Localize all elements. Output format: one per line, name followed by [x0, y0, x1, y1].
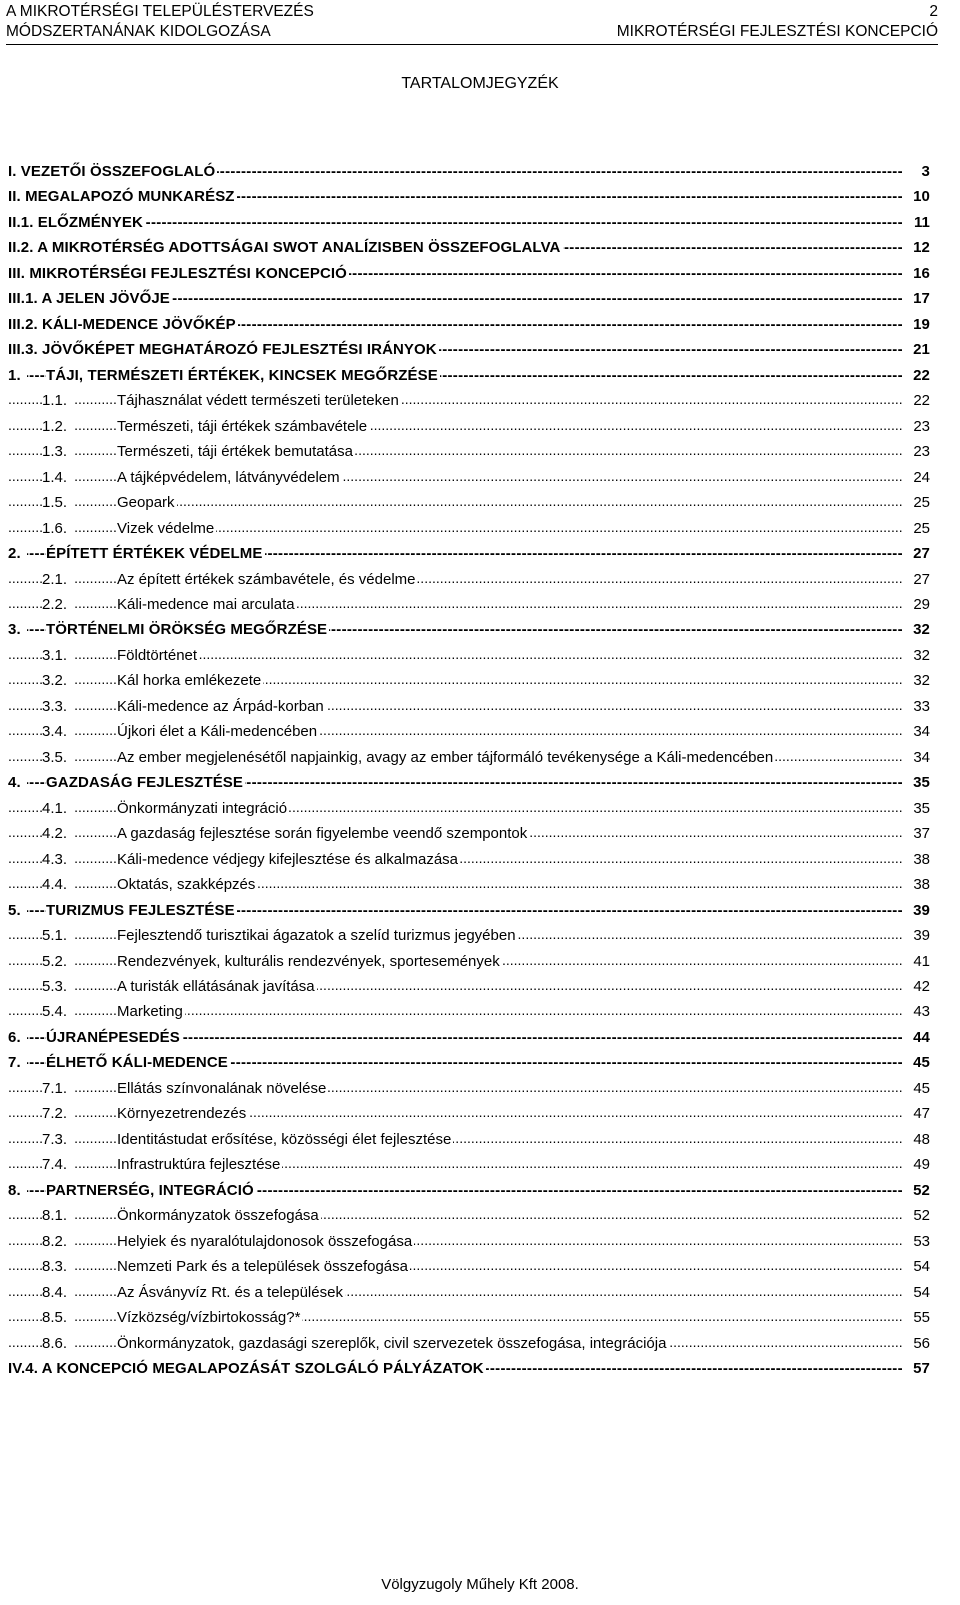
toc-entry-number: 4.: [8, 771, 27, 795]
toc-subentry[interactable]: [8, 1128, 930, 1153]
toc-subentry[interactable]: [8, 873, 930, 898]
toc-entry-title: Marketing: [117, 1000, 185, 1024]
toc-entry-number: 7.: [8, 1051, 27, 1075]
toc-subentry[interactable]: [8, 950, 930, 975]
toc-entry-page: 24: [909, 466, 930, 490]
toc-entry-page: 23: [909, 415, 930, 439]
toc-subentry[interactable]: [8, 389, 930, 414]
toc-entry-page: 45: [909, 1051, 930, 1075]
toc-entry-number: 8.5.: [42, 1306, 73, 1330]
toc-entry-page: 32: [909, 618, 930, 642]
toc-subentry[interactable]: [8, 669, 930, 694]
toc-subentry[interactable]: [8, 415, 930, 440]
toc-subentry[interactable]: [8, 924, 930, 949]
header-line-1: [6, 2, 938, 22]
toc-entry-page: 21: [909, 338, 930, 362]
header-doc-subtitle: MÓDSZERTANÁNAK KIDOLGOZÁSA: [6, 23, 271, 40]
toc-entry-title: Az Ásványvíz Rt. és a települések: [117, 1281, 345, 1305]
toc-subentry[interactable]: [8, 1281, 930, 1306]
toc-entry-page: 35: [909, 771, 930, 795]
toc-entry-number: 8.1.: [42, 1204, 73, 1228]
toc-entry-title: ÉPÍTETT ÉRTÉKEK VÉDELME: [46, 542, 265, 566]
toc-entry-title: Vízközség/vízbirtokosság?*: [117, 1306, 302, 1330]
toc-entry-title: ÚJRANÉPESEDÉS: [46, 1026, 182, 1050]
toc-entry-page: 38: [909, 848, 930, 872]
toc-entry-number: 8.4.: [42, 1281, 73, 1305]
toc-entry-title: GAZDASÁG FEJLESZTÉSE: [46, 771, 245, 795]
toc-entry-number: 6.: [8, 1026, 27, 1050]
toc-entry-number: 4.3.: [42, 848, 73, 872]
toc-entry[interactable]: [8, 211, 930, 236]
toc-entry-page: 39: [909, 924, 930, 948]
toc-entry-title: Káli-medence mai arculata: [117, 593, 297, 617]
toc-entry[interactable]: [8, 262, 930, 287]
toc-entry[interactable]: [8, 236, 930, 261]
toc-entry-page: 48: [909, 1128, 930, 1152]
toc-entry[interactable]: [8, 287, 930, 312]
toc-entry[interactable]: [8, 313, 930, 338]
toc-entry-title: TURIZMUS FEJLESZTÉSE: [46, 899, 237, 923]
toc-entry-title: Identitástudat erősítése, közösségi élet fejlesztése: [117, 1128, 453, 1152]
toc-entry-number: 1.5.: [42, 491, 73, 515]
toc-entry-page: 35: [909, 797, 930, 821]
toc-subentry[interactable]: [8, 1102, 930, 1127]
toc-entry-title: A turisták ellátásának javítása: [117, 975, 317, 999]
toc-entry[interactable]: [8, 618, 930, 643]
toc-entry-title: Nemzeti Park és a települések összefogása: [117, 1255, 410, 1279]
footer: Völgyzugoly Műhely Kft 2008.: [381, 1576, 579, 1593]
toc-entry-number: 3.2.: [42, 669, 73, 693]
toc-entry[interactable]: [8, 338, 930, 363]
toc-entry-title: II. MEGALAPOZÓ MUNKARÉSZ: [8, 185, 237, 209]
toc-entry-number: 7.4.: [42, 1153, 73, 1177]
toc-entry-page: 57: [909, 1357, 930, 1381]
toc-entry-title: Ellátás színvonalának növelése: [117, 1077, 328, 1101]
toc-entry-number: 7.3.: [42, 1128, 73, 1152]
toc-entry-page: 55: [909, 1306, 930, 1330]
toc-entry-number: 1.4.: [42, 466, 73, 490]
toc-entry-number: 8.6.: [42, 1332, 73, 1356]
toc-entry-number: 5.3.: [42, 975, 73, 999]
toc-entry-number: 2.2.: [42, 593, 73, 617]
toc-entry-title: Infrastruktúra fejlesztése: [117, 1153, 282, 1177]
toc-entry-number: 3.: [8, 618, 27, 642]
toc-entry-number: 8.2.: [42, 1230, 73, 1254]
toc-subentry[interactable]: [8, 975, 930, 1000]
toc-entry-title: ÉLHETŐ KÁLI-MEDENCE: [46, 1051, 230, 1075]
toc-entry[interactable]: [8, 160, 930, 185]
toc-entry-title: Káli-medence védjegy kifejlesztése és alkalmazása: [117, 848, 460, 872]
toc-entry-number: 1.2.: [42, 415, 73, 439]
toc-entry-title: Vizek védelme: [117, 517, 216, 541]
toc-subentry[interactable]: [8, 1153, 930, 1178]
toc-entry-number: 7.2.: [42, 1102, 73, 1126]
toc-entry-page: 37: [909, 822, 930, 846]
toc-entry-title: Természeti, táji értékek számbavétele: [117, 415, 369, 439]
toc-subentry[interactable]: [8, 822, 930, 847]
toc-entry-title: Önkormányzati integráció: [117, 797, 289, 821]
toc-entry-page: 34: [909, 720, 930, 744]
toc-entry-title: III.1. A JELEN JÖVŐJE: [8, 287, 172, 311]
toc-entry-page: 3: [918, 160, 930, 184]
toc-entry-page: 17: [909, 287, 930, 311]
toc-entry-number: 8.: [8, 1179, 27, 1203]
toc-entry-title: A tájképvédelem, látványvédelem: [117, 466, 342, 490]
toc-subentry[interactable]: [8, 720, 930, 745]
toc-entry-number: 4.2.: [42, 822, 73, 846]
toc-subentry[interactable]: [8, 746, 930, 771]
toc-entry-number: 3.4.: [42, 720, 73, 744]
toc-entry[interactable]: [8, 899, 930, 924]
toc-entry-title: Önkormányzatok összefogása: [117, 1204, 321, 1228]
toc-entry-page: 27: [909, 542, 930, 566]
toc-subentry[interactable]: [8, 1332, 930, 1357]
toc-entry-number: 4.1.: [42, 797, 73, 821]
toc-entry-title: Környezetrendezés: [117, 1102, 248, 1126]
toc-entry[interactable]: [8, 1026, 930, 1051]
toc-subentry[interactable]: [8, 440, 930, 465]
toc-entry-title: III. MIKROTÉRSÉGI FEJLESZTÉSI KONCEPCIÓ: [8, 262, 349, 286]
toc-subentry[interactable]: [8, 848, 930, 873]
toc-entry-title: Geopark: [117, 491, 177, 515]
page-number: 2: [929, 3, 938, 20]
toc-entry-title: PARTNERSÉG, INTEGRÁCIÓ: [46, 1179, 256, 1203]
toc-entry-title: TÖRTÉNELMI ÖRÖKSÉG MEGŐRZÉSE: [46, 618, 329, 642]
toc-subentry[interactable]: [8, 593, 930, 618]
toc-entry-title: Újkori élet a Káli-medencében: [117, 720, 319, 744]
toc-entry-page: 16: [909, 262, 930, 286]
toc-entry-page: 11: [910, 211, 930, 235]
toc-entry-page: 54: [909, 1255, 930, 1279]
toc-entry-title: A gazdaság fejlesztése során figyelembe veendő szempontok: [117, 822, 529, 846]
toc-entry-page: 25: [909, 517, 930, 541]
toc-entry-title: II.2. A MIKROTÉRSÉG ADOTTSÁGAI SWOT ANALÍZISBEN ÖSSZEFOGLALVA: [8, 236, 563, 260]
toc-entry-title: TÁJI, TERMÉSZETI ÉRTÉKEK, KINCSEK MEGŐRZÉSE: [46, 364, 440, 388]
toc-title: TARTALOMJEGYZÉK: [401, 75, 559, 92]
toc-entry-page: 43: [909, 1000, 930, 1024]
toc-entry-page: 42: [909, 975, 930, 999]
toc-entry-number: 4.4.: [42, 873, 73, 897]
toc-subentry[interactable]: [8, 1306, 930, 1331]
toc-entry-title: III.2. KÁLI-MEDENCE JÖVŐKÉP: [8, 313, 238, 337]
toc-entry-page: 53: [909, 1230, 930, 1254]
toc-entry-number: 1.1.: [42, 389, 73, 413]
toc-entry-title: Önkormányzatok, gazdasági szereplők, civil szervezetek összefogása, integrációja: [117, 1332, 668, 1356]
toc-entry-title: Tájhasználat védett természeti területeken: [117, 389, 401, 413]
toc-entry-title: IV.4. A KONCEPCIÓ MEGALAPOZÁSÁT SZOLGÁLÓ PÁLYÁZATOK: [8, 1357, 486, 1381]
toc-entry-page: 49: [909, 1153, 930, 1177]
toc-entry-number: 3.5.: [42, 746, 73, 770]
toc-entry[interactable]: [8, 185, 930, 210]
toc-subentry[interactable]: [8, 797, 930, 822]
toc-subentry[interactable]: [8, 1230, 930, 1255]
toc-entry-title: Helyiek és nyaralótulajdonosok összefogása: [117, 1230, 414, 1254]
toc-entry[interactable]: [8, 1179, 930, 1204]
toc-subentry[interactable]: [8, 695, 930, 720]
toc-entry-title: I. VEZETŐI ÖSSZEFOGLALÓ: [8, 160, 217, 184]
toc-entry-page: 52: [909, 1179, 930, 1203]
toc-entry-page: 38: [909, 873, 930, 897]
toc-subentry[interactable]: [8, 1077, 930, 1102]
header-section-title: MIKROTÉRSÉGI FEJLESZTÉSI KONCEPCIÓ: [616, 23, 938, 40]
toc-entry-page: 47: [909, 1102, 930, 1126]
toc-entry-page: 52: [909, 1204, 930, 1228]
toc-entry-page: 32: [909, 669, 930, 693]
toc-entry-number: 1.6.: [42, 517, 73, 541]
toc-entry-page: 45: [909, 1077, 930, 1101]
toc-entry-page: 22: [909, 364, 930, 388]
toc-entry-page: 39: [909, 899, 930, 923]
toc-entry-title: Oktatás, szakképzés: [117, 873, 257, 897]
toc-entry-number: 8.3.: [42, 1255, 73, 1279]
toc-entry-title: III.3. JÖVŐKÉPET MEGHATÁROZÓ FEJLESZTÉSI IRÁNYOK: [8, 338, 439, 362]
toc-entry-title: II.1. ELŐZMÉNYEK: [8, 211, 145, 235]
toc-entry[interactable]: [8, 364, 930, 389]
toc-subentry[interactable]: [8, 1204, 930, 1229]
toc-entry-page: 27: [909, 568, 930, 592]
toc-entry-number: 1.: [8, 364, 27, 388]
header-divider: [6, 44, 938, 45]
toc-entry-page: 23: [909, 440, 930, 464]
toc-entry-title: Az épített értékek számbavétele, és védelme: [117, 568, 417, 592]
toc-entry-number: 2.: [8, 542, 27, 566]
toc-entry-number: 5.: [8, 899, 27, 923]
toc-entry-number: 5.2.: [42, 950, 73, 974]
toc-entry-page: 22: [909, 389, 930, 413]
toc-entry-page: 34: [909, 746, 930, 770]
toc-entry-number: 7.1.: [42, 1077, 73, 1101]
toc-entry-page: 19: [909, 313, 930, 337]
toc-entry[interactable]: [8, 1051, 930, 1076]
toc-entry-title: Földtörténet: [117, 644, 199, 668]
toc-subentry[interactable]: [8, 644, 930, 669]
toc-entry-number: 1.3.: [42, 440, 73, 464]
toc-entry-number: 5.1.: [42, 924, 73, 948]
table-of-contents: [8, 160, 930, 1383]
toc-subentry[interactable]: [8, 1000, 930, 1025]
toc-entry-page: 32: [909, 644, 930, 668]
toc-entry[interactable]: [8, 542, 930, 567]
toc-entry-number: 3.1.: [42, 644, 73, 668]
toc-entry-title: Rendezvények, kulturális rendezvények, sportesemények: [117, 950, 502, 974]
header-line-2: [6, 22, 938, 42]
toc-entry-title: Az ember megjelenésétől napjainkig, avagy az ember tájformáló tevékenysége a Káli-medencében: [117, 746, 775, 770]
toc-subentry[interactable]: [8, 466, 930, 491]
toc-entry-page: 44: [909, 1026, 930, 1050]
toc-entry-title: Káli-medence az Árpád-korban: [117, 695, 326, 719]
toc-entry-title: Kál horka emlékezete: [117, 669, 263, 693]
toc-subentry[interactable]: [8, 1255, 930, 1280]
toc-entry-number: 5.4.: [42, 1000, 73, 1024]
toc-entry[interactable]: [8, 771, 930, 796]
toc-entry-page: 29: [909, 593, 930, 617]
toc-entry-page: 10: [909, 185, 930, 209]
toc-entry-page: 54: [909, 1281, 930, 1305]
toc-entry-page: 25: [909, 491, 930, 515]
toc-entry-title: Természeti, táji értékek bemutatása: [117, 440, 355, 464]
toc-entry-page: 12: [909, 236, 930, 260]
toc-entry-number: 2.1.: [42, 568, 73, 592]
toc-subentry[interactable]: [8, 517, 930, 542]
toc-entry[interactable]: [8, 1357, 930, 1382]
toc-entry-page: 56: [909, 1332, 930, 1356]
toc-subentry[interactable]: [8, 491, 930, 516]
toc-subentry[interactable]: [8, 568, 930, 593]
toc-entry-title: Fejlesztendő turisztikai ágazatok a szelíd turizmus jegyében: [117, 924, 518, 948]
toc-entry-page: 41: [909, 950, 930, 974]
running-header: [6, 2, 938, 42]
toc-entry-page: 33: [909, 695, 930, 719]
header-doc-title: A MIKROTÉRSÉGI TELEPÜLÉSTERVEZÉS: [6, 3, 314, 20]
toc-entry-number: 3.3.: [42, 695, 73, 719]
